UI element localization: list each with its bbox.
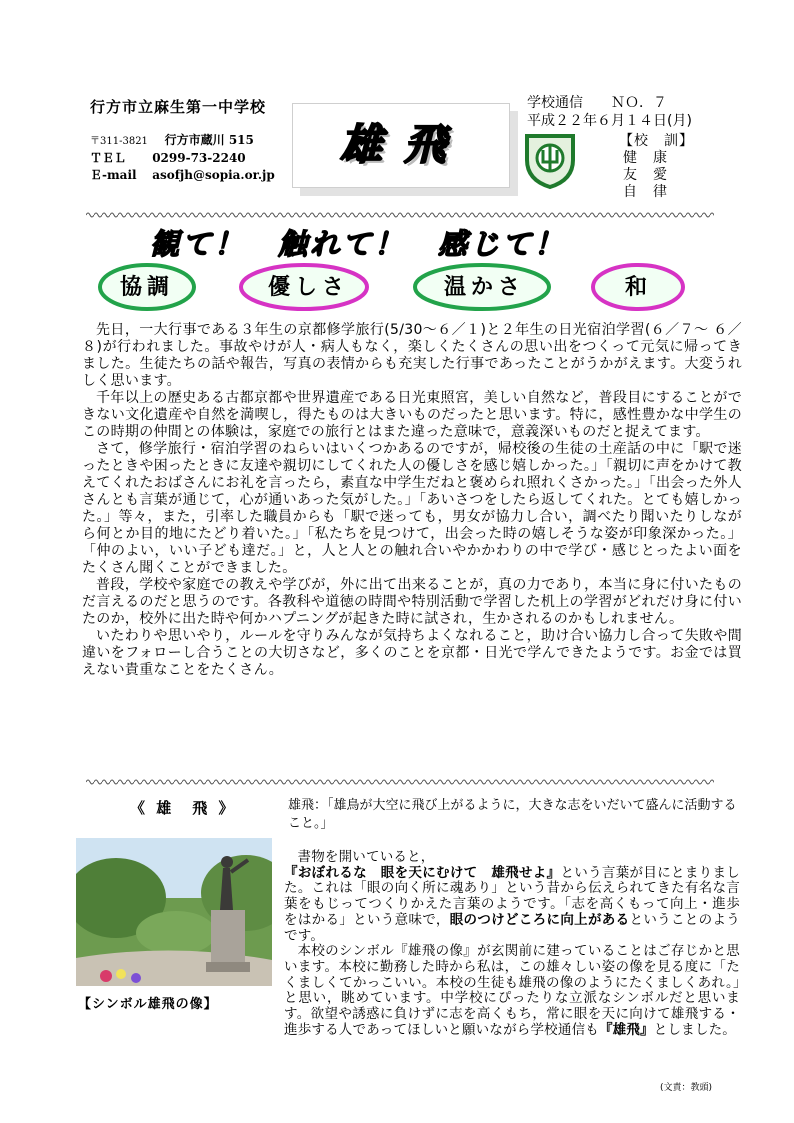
value-label: 和 bbox=[625, 275, 653, 300]
motto-item: 自 律 bbox=[623, 184, 668, 200]
article-paragraph: いたわりや思いやり，ルールを守りみんなが気持ちよくなれること，助け合い協力し合って失敗や間違いをフォローし合うことの大切さなど，多くのことを京都・日光で学んできたようです。お金では買えない貴重なことをたくさん。 bbox=[82, 628, 742, 678]
author-note: (文責：教頭) bbox=[660, 1083, 713, 1093]
email-label: Ｅ-mail bbox=[90, 168, 137, 182]
text-run: という言葉が目にとまりました。これは「眼の向く所に魂あり」という昔から伝えられてきた有名な言葉をもじってつくりかえた言葉のようです。「志を高くもって向上・進歩をはかる」という意味で， bbox=[284, 864, 740, 928]
slogan: 観て！ 触れて！ 感じて！ bbox=[150, 227, 567, 261]
yuhi-paragraph bbox=[284, 850, 740, 944]
address-line bbox=[90, 131, 254, 148]
wavy-divider bbox=[86, 211, 714, 219]
value-label: 温かさ bbox=[444, 275, 526, 300]
text-run: 本校のシンボル『雄飛の像』が玄関前に建っていることはご存じかと思います。本校に勤務した時から私は，この雄々しい姿の像を見る度に「たくましくてかっこいい。本校の生徒も雄飛の像のようにたくましくあれ。」と思い，眺めています。中学校にぴったりな立派なシンボルだと思います。欲望や誘惑に負けずに志を高くもち，常に眼を天に向けて雄飛する・進歩する人であってほしいと願いながら学校通信も bbox=[284, 943, 740, 1038]
motto-title: 【校 訓】 bbox=[619, 133, 694, 149]
wavy-divider bbox=[86, 778, 714, 786]
section-heading: 《 雄 飛 》 bbox=[130, 799, 237, 817]
motto-item: 健 康 bbox=[623, 150, 668, 166]
article-paragraph: 普段，学校や家庭での教えや学びが，外に出て出来ることが，真の力であり，本当に身に付いたものだ言えるのだと思うのです。各教科や道徳の時間や特別活動で学習した机上の学習がどれだけ身に付いたのか，校外に出た時や何かハプニングが起きた時に試され，生かされるのかもしれません。 bbox=[82, 577, 742, 627]
postal-code: 〒311-3821 bbox=[90, 136, 148, 147]
email-address: asofjh@sopia.or.jp bbox=[152, 168, 275, 182]
quote-bold: 『おぼれるな 眼を天にむけて 雄飛せよ』 bbox=[284, 864, 561, 881]
article-paragraph: 先日，一大行事である３年生の京都修学旅行(5/30～６／１)と２年生の日光宿泊学習(６／７～ ６／８)が行われました。事故やけが人・病人もなく，楽しくたくさんの思い出をつくって元気に帰ってきました。生徒たちの話や報告，写真の表情からも充実した行事であったことがうかがえます。大変うれしく思います。 bbox=[82, 322, 742, 389]
article-paragraph: 千年以上の歴史ある古都京都や世界遺産である日光東照宮，美しい自然など，普段目にすることができない文化遺産や自然を満喫し，得たものは大きいものだったと思います。特に，感性豊かな中学生のこの時期の仲間との体験は，家庭での旅行とはまた違った意味で，意義深いものだと捉えてます。 bbox=[82, 390, 742, 440]
issue-date: 平成２２年６月１４日(月) bbox=[527, 113, 692, 129]
newsletter-title: 雄飛 bbox=[340, 120, 469, 169]
school-name: 行方市立麻生第一中学校 bbox=[90, 98, 267, 116]
definition: 雄飛：「雄鳥が大空に飛び上がるように，大きな志をいだいて盛んに活動すること。」 bbox=[288, 798, 737, 831]
text-run: ということのようです。 bbox=[284, 911, 740, 944]
email-line bbox=[90, 166, 275, 183]
tel-number: 0299-73-2240 bbox=[152, 151, 246, 165]
statue-photo bbox=[76, 838, 272, 986]
tel-label: ＴＥＬ bbox=[90, 151, 127, 165]
article-paragraph: さて，修学旅行・宿泊学習のねらいはいくつかあるのですが，帰校後の生徒の土産話の中に「駅で迷ったときや困ったときに友達や親切にしてくれた人の優しさを感じ嬉しかった。」「親切に声をかけて教えてくれたおばさんにお礼を言ったら，素直な中学生だねと褒められ照れくさかった。」「出会った外人さんとも言葉が通じて，心が通いあった気がした。」「あいさつをしたら返してくれた。とても嬉しかった。」等々，また，引率した職員からも「駅で迷っても，男女が協力し合い，調べたり聞いたりしながら何とか目的地にたどり着いた。」「私たちを見つけて，出会った時の嬉しそうな姿が印象深かった。」「仲のよい，いい子ども達だ。」と，人と人との触れ合いやかかわりの中で学び・感じとったよい面をたくさん聞くことができました。 bbox=[82, 441, 742, 576]
school-emblem-icon bbox=[521, 130, 579, 190]
emphasis-bold: 眼のつけどころに向上がある bbox=[449, 911, 630, 928]
tel-line bbox=[90, 149, 246, 166]
newsletter-number: 学校通信 ＮＯ．７ bbox=[527, 95, 667, 111]
photo-caption: 【シンボル雄飛の像】 bbox=[78, 997, 218, 1012]
motto-item: 友 愛 bbox=[623, 167, 668, 183]
yuhi-paragraph bbox=[284, 944, 740, 1038]
emphasis-bold: 『雄飛』 bbox=[598, 1021, 654, 1038]
address: 行方市蔵川 515 bbox=[164, 133, 254, 147]
yuhi-article bbox=[284, 850, 740, 1038]
value-label: 優しさ bbox=[268, 275, 350, 300]
main-article bbox=[82, 322, 742, 679]
text-run: 書物を開いていると， bbox=[297, 849, 435, 865]
text-run: としました。 bbox=[653, 1021, 736, 1038]
value-label: 協調 bbox=[120, 275, 175, 300]
